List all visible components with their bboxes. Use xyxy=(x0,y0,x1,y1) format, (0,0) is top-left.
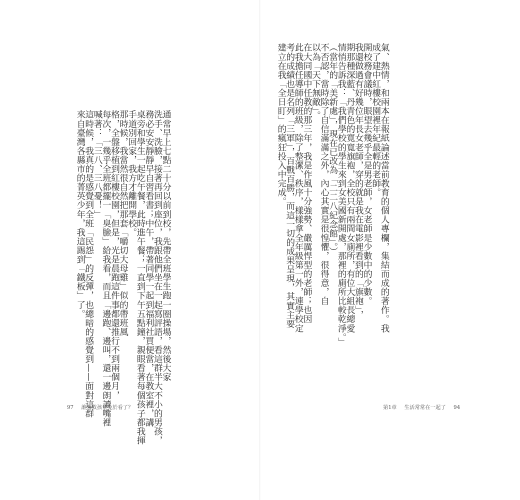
right-page-text xyxy=(276,43,388,346)
left-page-text xyxy=(75,110,170,445)
text-line: 我還做過有好幾位年長女老師，穿的就是我在電影裡看到的「旗袍」， xyxy=(352,43,363,320)
right-page-footer xyxy=(383,404,466,411)
running-title: 生活常常在一起了 xyxy=(404,405,446,411)
text-line: 不否認，當時除了自信滿滿之外，內心其實是很惶懼，很得意，自 xyxy=(318,43,329,306)
text-line: 這時候，我真的是感覺到全班「民怨」的反彈，也總暗的感覺到——面對這群 xyxy=(83,110,94,418)
text-line: 考的成績也是名列「三軍」，百戰百勝，而這一切的成果呈現，其實主要 xyxy=(284,43,295,329)
text-line: 以為「天下無敵」。 xyxy=(309,43,320,121)
text-line: 建立在我「全日盯」的瘋狂投入中完成。 xyxy=(275,43,286,206)
text-line: 氣、熱情，和兩本在報紙論述當前教育的個人專欄，集結而成的著作。我 xyxy=(378,43,389,333)
text-line: 務必安安靜靜早自習看書；中午，帶著同學一起到福利社買便當，在教室裡，講 xyxy=(143,110,154,427)
text-line: 此我擔任導師的班級，除了整潔、秩序，樣樣拿全年級第一外，連學校定 xyxy=(292,43,303,333)
text-line: 每次，一幾乎全班都擺一「臭臉」給我看，而且「邊跑、邊叫，還一邊朗讀嘴裡 xyxy=(100,110,111,427)
text-line: 來自臺灣各縣市的菁英少年，我這踢到「鐵板」了。 xyxy=(74,110,85,319)
text-line: 格，全盤移植到紅樓校園，但是，光是晨跑這件事都還推行不到兩個月， xyxy=(108,110,119,400)
chapter-label: 第1章 xyxy=(383,405,397,411)
text-line: 成了建中紅樓校園裡年紀最輕的老師。 xyxy=(370,43,381,197)
text-line: 那時候，我當然很自然把那套「嚼切大母雞」似的帶班風 xyxy=(117,110,128,337)
text-line: 通常早上七點二十分以前到校，先帶全班學生跑一圈操場，然後大家 xyxy=(160,110,171,382)
left-page-footer xyxy=(67,404,139,411)
text-line: 桌旁和學生一起吃午餐，此時進午餐；一直到下午五點鐘，親眼看著每個孩子都我揮 xyxy=(134,110,145,445)
text-line: 洗手、洗臉，接著再回到座位，我跟他們坐在一起寫評語，看這群半大不小的男孩， xyxy=(151,110,162,445)
page-number: 94 xyxy=(453,405,461,411)
text-line: 喊著：「三八、三八憂！」 xyxy=(91,110,102,219)
text-line: （當年的「美新處」，現在已改為「二二八紀念館」。） xyxy=(327,43,338,257)
text-line: 手道別回家，我方才離開學校。 xyxy=(126,110,137,237)
text-line: 期那種深藍、丹青色的寬寬旗袍，全校只有兩間女廁所，有位大組長總愛 xyxy=(344,43,355,333)
running-title: 誰來救孩子免於看了？ xyxy=(81,405,134,411)
page-gutter xyxy=(259,0,261,500)
text-line: 在大同國中任教的那三年，我是作風十分強勢、嚴厲悍型的老師；也因 xyxy=(301,43,312,324)
text-line: 開校務會議時，眼望去幾乎全是男老師，女老師是少數中的少數。 xyxy=(361,43,372,306)
page-number: 97 xyxy=(67,405,74,411)
text-line: 情悄告訴我：「我們學校的學生來到女美國新開處，那裡的廁所比較乾淨。」 xyxy=(335,43,346,347)
